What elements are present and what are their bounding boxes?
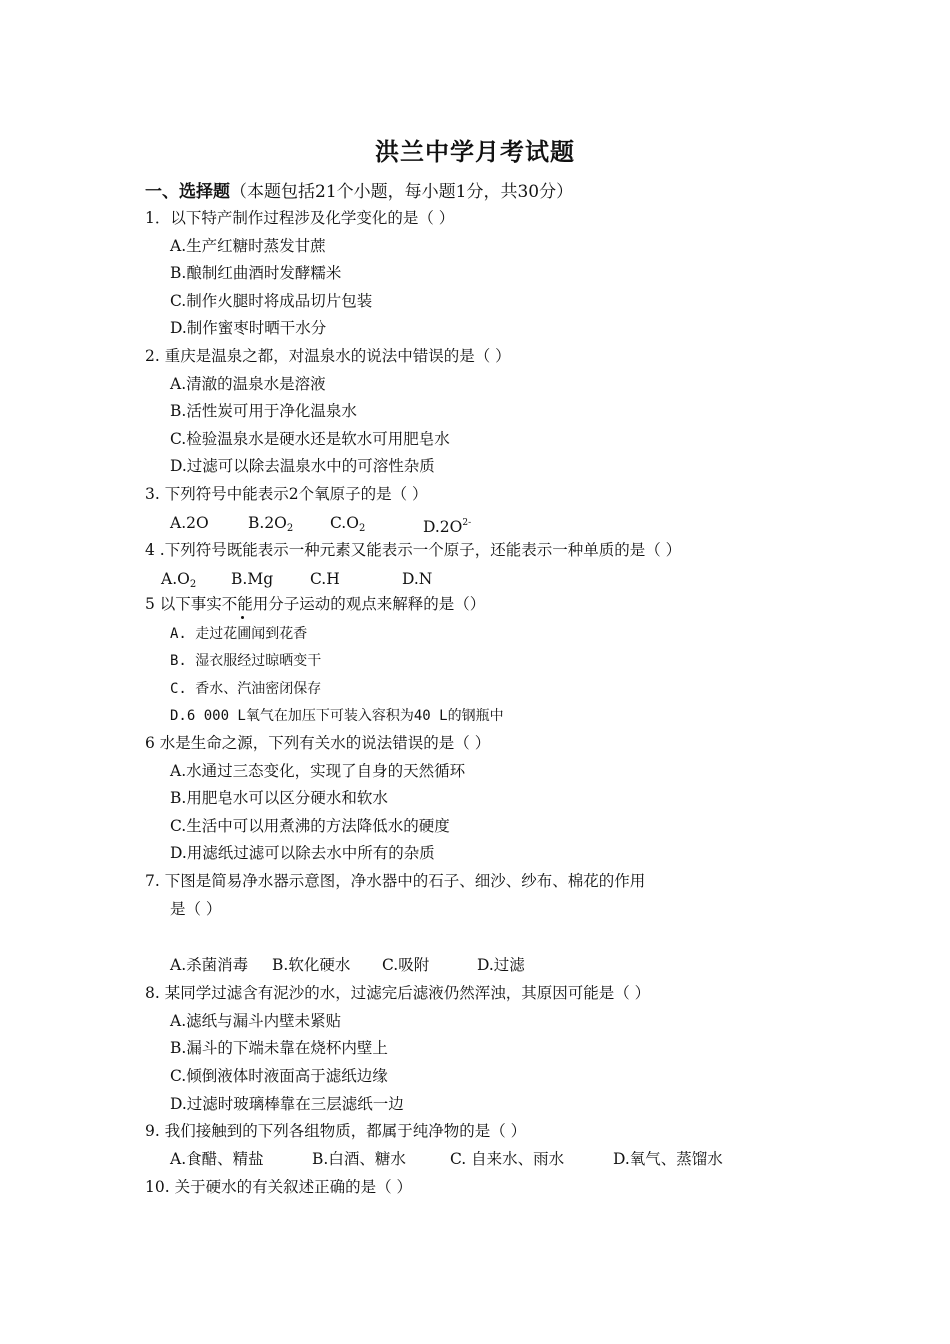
question-8-stem: 8. 某同学过滤含有泥沙的水，过滤完后滤液仍然浑浊，其原因可能是（ ） <box>145 984 651 1002</box>
question-2-option-d: D.过滤可以除去温泉水中的可溶性杂质 <box>170 457 435 475</box>
question-5-option-a: A. 走过花圃闻到花香 <box>170 626 308 642</box>
question-6-stem: 6 水是生命之源，下列有关水的说法错误的是（ ） <box>145 734 491 752</box>
section-heading <box>145 177 573 202</box>
question-9-option-d: D.氧气、蒸馏水 <box>613 1150 723 1168</box>
question-5-option-d: D.6 000 L氧气在加压下可装入容积为40 L的钢瓶中 <box>170 708 504 724</box>
question-7-option-d: D.过滤 <box>477 956 525 974</box>
question-1-option-d: D.制作蜜枣时晒干水分 <box>170 319 327 337</box>
question-1-option-b: B.酿制红曲酒时发酵糯米 <box>170 264 342 282</box>
question-3-option-d: $D.2O^{2-}$ <box>423 518 472 536</box>
question-1-stem: 1．以下特产制作过程涉及化学变化的是（ ） <box>145 209 455 227</box>
question-4-option-c: C.H <box>310 570 340 588</box>
question-8-option-d: D.过滤时玻璃棒靠在三层滤纸一边 <box>170 1095 404 1113</box>
question-9-option-b: B.白酒、糖水 <box>312 1150 406 1168</box>
question-7-option-b: B.软化硬水 <box>272 956 351 974</box>
question-3-option-c: $C.O_2$ <box>330 514 366 534</box>
question-7-stem: 7. 下图是简易净水器示意图，净水器中的石子、细沙、纱布、棉花的作用 <box>145 872 646 890</box>
question-3-stem: 3. 下列符号中能表示2个氧原子的是（ ） <box>145 485 428 503</box>
exam-title: 洪兰中学月考试题 <box>375 137 575 166</box>
question-4-stem: 4 .下列符号既能表示一种元素又能表示一个原子，还能表示一种单质的是（ ） <box>145 541 682 559</box>
question-4-option-a: $A.O_2$ <box>161 570 197 590</box>
question-4-option-b: B.Mg <box>231 570 274 588</box>
question-7-option-c: C.吸附 <box>382 956 430 974</box>
question-3-option-b: $B.2O_2$ <box>248 514 294 534</box>
question-8-option-c: C.倾倒液体时液面高于滤纸边缘 <box>170 1067 388 1085</box>
question-2-stem: 2. 重庆是温泉之都，对温泉水的说法中错误的是（ ） <box>145 347 511 365</box>
question-1-option-c: C.制作火腿时将成品切片包装 <box>170 292 373 310</box>
question-3-option-a: A.2O <box>170 514 209 532</box>
section-note: （本题包括21个小题，每小题1分，共30分） <box>230 182 574 202</box>
emphasis-dot-icon <box>241 616 244 619</box>
section-label: 一、选择题 <box>145 182 230 202</box>
question-7-stem-continued: 是（ ） <box>170 900 222 918</box>
question-6-option-d: D.用滤纸过滤可以除去水中所有的杂质 <box>170 844 435 862</box>
question-8-option-a: A.滤纸与漏斗内壁未紧贴 <box>170 1012 342 1030</box>
question-6-option-c: C.生活中可以用煮沸的方法降低水的硬度 <box>170 817 450 835</box>
question-6-option-a: A.水通过三态变化，实现了自身的天然循环 <box>170 762 466 780</box>
question-4-option-d: D.N <box>402 570 433 588</box>
question-5-option-b: B. 湿衣服经过晾晒变干 <box>170 653 322 669</box>
question-9-option-a: A.食醋、精盐 <box>170 1150 264 1168</box>
question-10-stem: 10. 关于硬水的有关叙述正确的是（ ） <box>145 1178 413 1196</box>
question-2-option-b: B.活性炭可用于净化温泉水 <box>170 402 357 420</box>
question-5-stem: 5 以下事实不能用分子运动的观点来解释的是（） <box>145 595 486 613</box>
question-1-option-a: A.生产红糖时蒸发甘蔗 <box>170 237 326 255</box>
question-2-option-a: A.清澈的温泉水是溶液 <box>170 375 326 393</box>
question-8-option-b: B.漏斗的下端未靠在烧杯内壁上 <box>170 1039 388 1057</box>
question-9-stem: 9. 我们接触到的下列各组物质，都属于纯净物的是（ ） <box>145 1122 527 1140</box>
question-5-option-c: C. 香水、汽油密闭保存 <box>170 681 322 697</box>
question-2-option-c: C.检验温泉水是硬水还是软水可用肥皂水 <box>170 430 450 448</box>
question-9-option-c: C. 自来水、雨水 <box>450 1150 565 1168</box>
question-7-option-a: A.杀菌消毒 <box>170 956 249 974</box>
question-6-option-b: B.用肥皂水可以区分硬水和软水 <box>170 789 388 807</box>
